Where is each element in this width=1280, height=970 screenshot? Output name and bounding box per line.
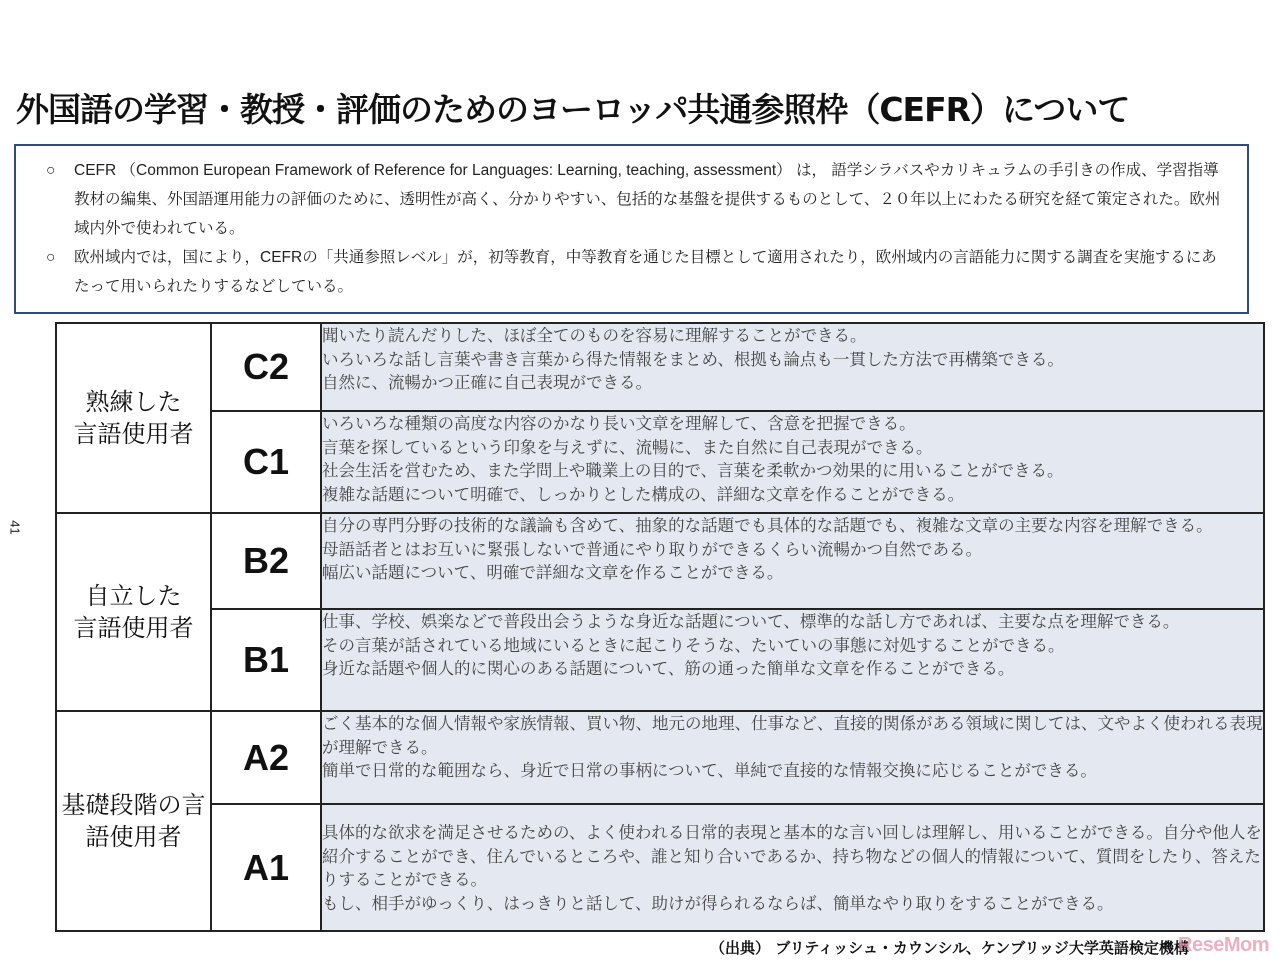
desc-line: 聞いたり読んだりした、ほぼ全てのものを容易に理解することができる。 xyxy=(322,326,867,345)
desc-line: 言葉を探しているという印象を与えずに、流暢に、また自然に自己表現ができる。 xyxy=(322,437,933,457)
group-label-line: 語使用者 xyxy=(85,823,182,851)
group-basic xyxy=(56,711,211,931)
group-label-line: 言語使用者 xyxy=(73,614,194,642)
desc-line: いろいろな種類の高度な内容のかなり長い文章を理解して、含意を把握できる。 xyxy=(322,414,916,433)
level-desc-b2 xyxy=(321,513,1264,609)
group-label-line: 言語使用者 xyxy=(73,420,194,448)
level-desc-a1 xyxy=(321,804,1264,931)
page-title: 外国語の学習・教授・評価のためのヨーロッパ共通参照枠（CEFR）について xyxy=(16,90,1130,129)
desc-line: 自然に、流暢かつ正確に自己表現ができる。 xyxy=(322,373,652,392)
table-row xyxy=(56,513,1264,609)
level-desc-c1 xyxy=(321,411,1264,513)
summary-box xyxy=(14,144,1249,314)
summary-text-1: CEFR （Common European Framework of Reference for Languages: Learning, teaching, assessment） は， 語学シラバスやカリキュラムの手引きの作成、学習指導教材の編集、外国語運用能力の評価のために、透明性が高く、分かりやすい、包括的な基盤を提供するものとして、２０年以上にわたる研究を経て策定された。欧州域内外で使われている。 xyxy=(74,162,1221,237)
group-label-line: 基礎段階の言 xyxy=(61,791,206,819)
desc-line: 仕事、学校、娯楽などで普段出会うような身近な話題について、標準的な話し方であれば、主要な点を理解できる。 xyxy=(322,612,1180,631)
level-code-c1: C1 xyxy=(211,411,321,513)
desc-line: いろいろな話し言葉や書き言葉から得た情報をまとめ、根拠も論点も一貫した方法で再構築できる。 xyxy=(322,349,1064,369)
summary-bullet-1 xyxy=(46,156,1227,243)
group-label-line: 自立した xyxy=(85,582,182,610)
desc-line: 幅広い話題について、明確で詳細な文章を作ることができる。 xyxy=(322,563,784,582)
group-independent xyxy=(56,513,211,711)
table-row xyxy=(56,411,1264,513)
desc-line: 複雑な話題について明確で、しっかりとした構成の、詳細な文章を作ることができる。 xyxy=(322,484,965,504)
bullet-circle-icon: ○ xyxy=(46,249,56,266)
summary-text-2: 欧州域内では，国により，CEFRの「共通参照レベル」が，初等教育，中等教育を通じた目標として適用されたり，欧州域内の言語能力に関する調査を実施するにあたって用いられたりするなどしている。 xyxy=(74,249,1217,295)
page-number: 41 xyxy=(7,520,23,535)
cefr-levels-table xyxy=(55,322,1265,932)
desc-line: 社会生活を営むため、また学問上や職業上の目的で、言葉を柔軟かつ効果的に用いることができる。 xyxy=(322,461,1064,480)
desc-line: 簡単で日常的な範囲なら、身近で日常の事柄について、単純で直接的な情報交換に応じることができる。 xyxy=(322,761,1097,780)
level-desc-c2 xyxy=(321,323,1264,411)
level-code-a1: A1 xyxy=(211,804,321,931)
level-code-b1: B1 xyxy=(211,609,321,711)
level-code-b2: B2 xyxy=(211,513,321,609)
desc-line: 自分の専門分野の技術的な議論も含めて、抽象的な話題でも具体的な話題でも、複雑な文章の主要な内容を理解できる。 xyxy=(322,516,1213,535)
table-row xyxy=(56,711,1264,804)
group-label-line: 熟練した xyxy=(85,388,182,416)
level-code-a2: A2 xyxy=(211,711,321,804)
bullet-circle-icon: ○ xyxy=(46,162,56,179)
desc-line: もし、相手がゆっくり、はっきりと話して、助けが得られるならば、簡単なやり取りをすることができる。 xyxy=(322,893,1114,913)
level-desc-a2 xyxy=(321,711,1264,804)
table-row xyxy=(56,323,1264,411)
level-code-c2: C2 xyxy=(211,323,321,411)
desc-line: 身近な話題や個人的に関心のある話題について、筋の通った簡単な文章を作ることができる。 xyxy=(322,659,1015,678)
desc-line: 具体的な欲求を満足させるための、よく使われる日常的表現と基本的な言い回しは理解し、用いることができる。自分や他人を紹介することができ、住んでいるところや、誰と知り合いであるか、持ち物などの個人的情報について、質問をしたり、答えたりすることができる。 xyxy=(322,823,1262,889)
source-citation: （出典） ブリティッシュ・カウンシル、ケンブリッジ大学英語検定機構 xyxy=(710,939,1189,957)
desc-line: ごく基本的な個人情報や家族情報、買い物、地元の地理、仕事など、直接的関係がある領域に関しては、文やよく使われる表現が理解できる。 xyxy=(322,714,1263,757)
watermark-logo: ReseMom xyxy=(1178,934,1269,956)
table-row xyxy=(56,609,1264,711)
desc-line: 母語話者とはお互いに緊張しないで普通にやり取りができるくらい流暢かつ自然である。 xyxy=(322,539,982,559)
desc-line: その言葉が話されている地域にいるときに起こりそうな、たいていの事態に対処することができる。 xyxy=(322,635,1065,655)
summary-bullet-2 xyxy=(46,243,1227,301)
group-proficient xyxy=(56,323,211,513)
level-desc-b1 xyxy=(321,609,1264,711)
table-row xyxy=(56,804,1264,931)
